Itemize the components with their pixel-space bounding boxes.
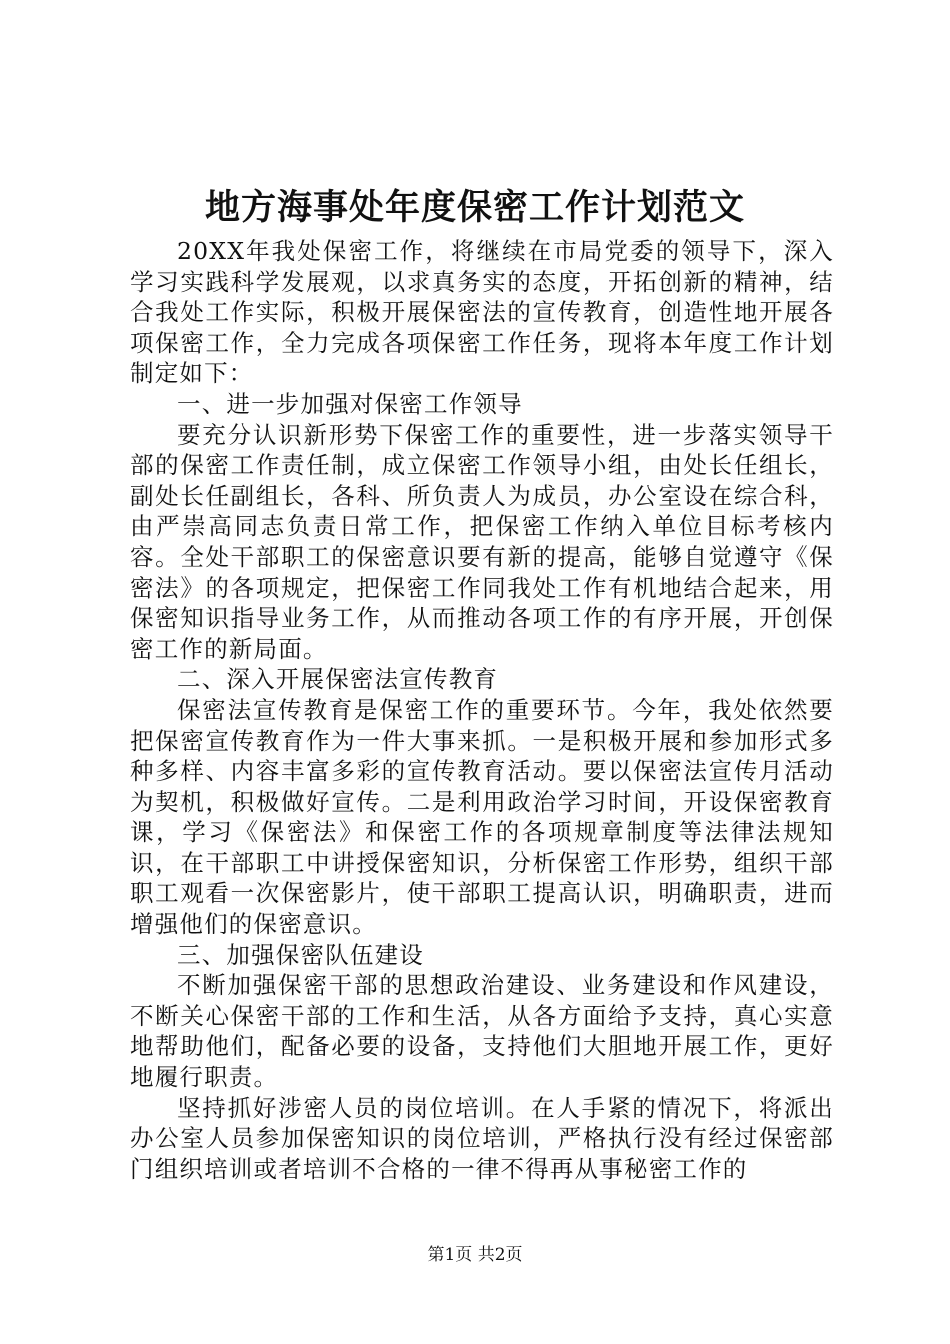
document-body: [130, 236, 834, 1184]
page-number-footer: 第1页 共2页: [427, 1245, 523, 1265]
section-3-paragraph-2: 坚持抓好涉密人员的岗位培训。在人手紧的情况下，将派出办公室人员参加保密知识的岗位培训，严格执行没有经过保密部门组织培训或者培训不合格的一律不得再从事秘密工作的: [130, 1093, 834, 1183]
document-title: 地方海事处年度保密工作计划范文: [204, 187, 745, 228]
section-2-heading: 二、深入开展保密法宣传教育: [177, 665, 499, 694]
section-3-heading: 三、加强保密队伍建设: [177, 940, 424, 969]
section-3-paragraph-1: 不断加强保密干部的思想政治建设、业务建设和作风建设，不断关心保密干部的工作和生活，从各方面给予支持，真心实意地帮助他们，配备必要的设备，支持他们大胆地开展工作，更好地履行职责。: [130, 971, 834, 1092]
intro-paragraph: 20XX年我处保密工作，将继续在市局党委的领导下，深入学习实践科学发展观，以求真务实的态度，开拓创新的精神，结合我处工作实际，积极开展保密法的宣传教育，创造性地开展各项保密工作，全力完成各项保密工作任务，现将本年度工作计划制定如下：: [130, 237, 834, 388]
section-1-paragraph: 要充分认识新形势下保密工作的重要性，进一步落实领导干部的保密工作责任制，成立保密工作领导小组，由处长任组长，副处长任副组长，各科、所负责人为成员，办公室设在综合科，由严崇高同志负责日常工作，把保密工作纳入单位目标考核内容。全处干部职工的保密意识要有新的提高，能够自觉遵守《保密法》的各项规定，把保密工作同我处工作有机地结合起来，用保密知识指导业务工作，从而推动各项工作的有序开展，开创保密工作的新局面。: [130, 420, 834, 663]
section-1-heading: 一、进一步加强对保密工作领导: [177, 389, 523, 418]
section-2-paragraph: 保密法宣传教育是保密工作的重要环节。今年，我处依然要把保密宣传教育作为一件大事来抓。一是积极开展和参加形式多种多样、内容丰富多彩的宣传教育活动。要以保密法宣传月活动为契机，积极做好宣传。二是利用政治学习时间，开设保密教育课，学习《保密法》和保密工作的各项规章制度等法律法规知识，在干部职工中讲授保密知识，分析保密工作形势，组织干部职工观看一次保密影片，使干部职工提高认识，明确职责，进而增强他们的保密意识。: [130, 695, 834, 939]
